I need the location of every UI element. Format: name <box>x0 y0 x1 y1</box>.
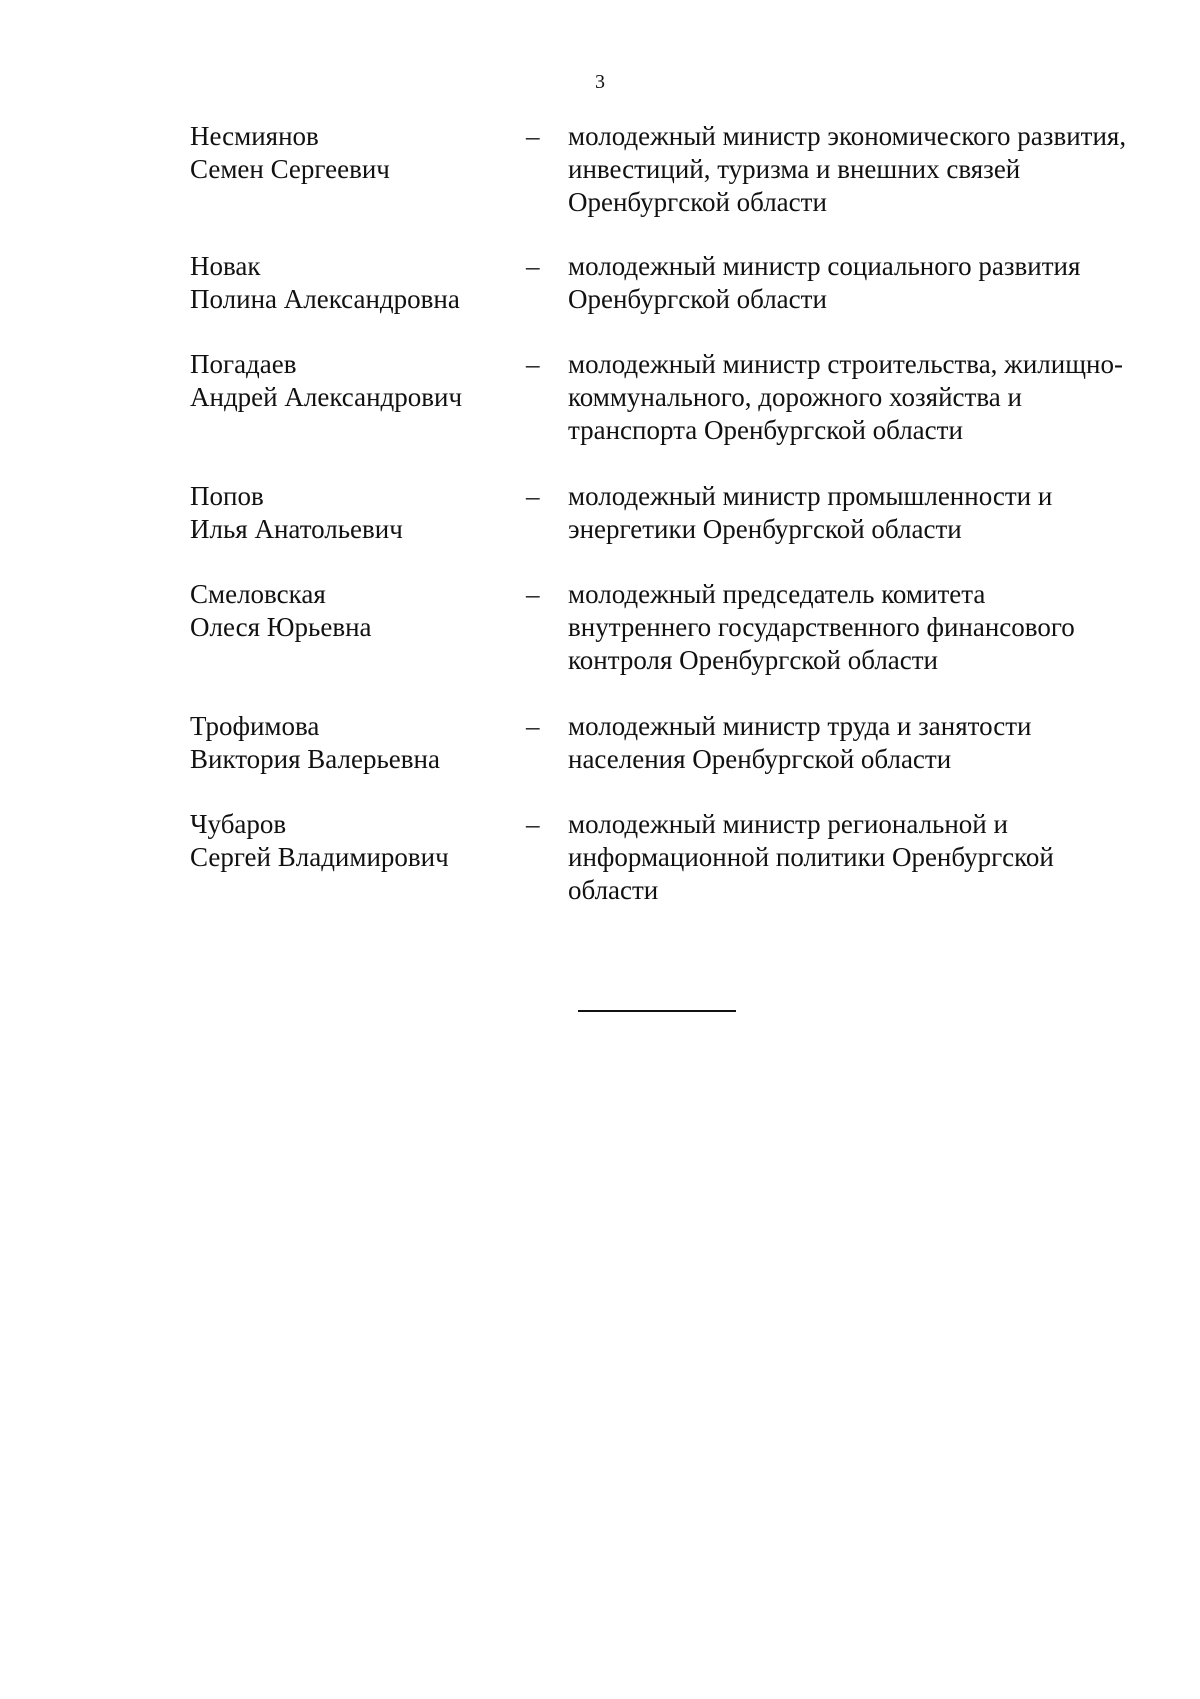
position-line: инвестиций, туризма и внешних связей <box>568 154 1021 184</box>
position-description <box>568 808 1168 907</box>
position-line: области <box>568 875 659 905</box>
person-given-names: Илья Анатольевич <box>190 514 403 544</box>
position-line: молодежный министр региональной и <box>568 809 1008 839</box>
position-line: молодежный председатель комитета <box>568 579 986 609</box>
position-description <box>568 250 1168 316</box>
person-given-names: Олеся Юрьевна <box>190 612 372 642</box>
person-given-names: Полина Александровна <box>190 284 460 314</box>
person-name <box>190 120 510 186</box>
position-line: Оренбургской области <box>568 187 827 217</box>
person-surname: Попов <box>190 481 264 511</box>
page-number: 3 <box>595 71 605 93</box>
position-line: контроля Оренбургской области <box>568 645 939 675</box>
dash-separator: – <box>526 251 540 281</box>
position-line: информационной политики Оренбургской <box>568 842 1054 872</box>
position-line: молодежный министр труда и занятости <box>568 711 1032 741</box>
position-description <box>568 120 1168 219</box>
position-description <box>568 480 1168 546</box>
dash-separator: – <box>526 349 540 379</box>
person-given-names: Сергей Владимирович <box>190 842 449 872</box>
position-description <box>568 348 1168 447</box>
position-line: коммунального, дорожного хозяйства и <box>568 382 1022 412</box>
position-description <box>568 710 1168 776</box>
position-line: молодежный министр экономического развития, <box>568 121 1127 151</box>
end-of-list-rule <box>578 1010 736 1012</box>
person-name <box>190 250 510 316</box>
dash-separator: – <box>526 711 540 741</box>
position-line: транспорта Оренбургской области <box>568 415 963 445</box>
position-line: энергетики Оренбургской области <box>568 514 962 544</box>
dash-separator: – <box>526 579 540 609</box>
person-name <box>190 710 510 776</box>
person-surname: Трофимова <box>190 711 320 741</box>
position-line: внутреннего государственного финансового <box>568 612 1075 642</box>
position-line: населения Оренбургской области <box>568 744 952 774</box>
dash-separator: – <box>526 809 540 839</box>
person-surname: Чубаров <box>190 809 287 839</box>
person-surname: Смеловская <box>190 579 326 609</box>
person-name <box>190 808 510 874</box>
person-surname: Погадаев <box>190 349 297 379</box>
person-given-names: Виктория Валерьевна <box>190 744 440 774</box>
position-description <box>568 578 1168 677</box>
dash-separator: – <box>526 121 540 151</box>
position-line: Оренбургской области <box>568 284 827 314</box>
position-line: молодежный министр промышленности и <box>568 481 1053 511</box>
person-surname: Несмиянов <box>190 121 319 151</box>
person-name <box>190 578 510 644</box>
position-line: молодежный министр строительства, жилищно- <box>568 349 1123 379</box>
dash-separator: – <box>526 481 540 511</box>
position-line: молодежный министр социального развития <box>568 251 1081 281</box>
person-surname: Новак <box>190 251 261 281</box>
person-given-names: Семен Сергеевич <box>190 154 390 184</box>
person-name <box>190 348 510 414</box>
person-name <box>190 480 510 546</box>
person-given-names: Андрей Александрович <box>190 382 463 412</box>
